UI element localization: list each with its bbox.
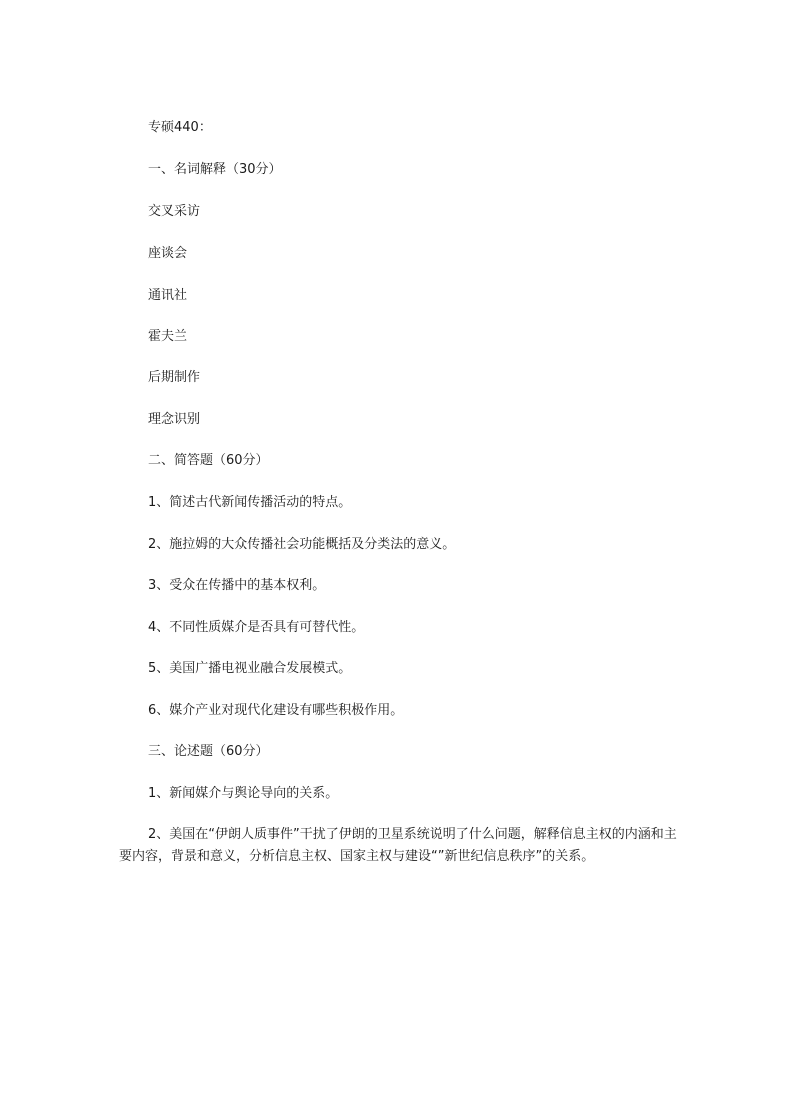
document-heading: 专硕440：	[148, 120, 212, 135]
essay-question-item: 1、新闻媒介与舆论导向的关系。	[148, 786, 339, 801]
question-item: 1、简述古代新闻传播活动的特点。	[148, 495, 352, 510]
essay-question-item: 2、美国在“伊朗人质事件”干扰了伊朗的卫星系统说明了什么问题，解释信息主权的内涵和主要内容，背景和意义，分析信息主权、国家主权与建设“”新世纪信息秩序”的关系。	[119, 827, 677, 864]
term-item: 座谈会	[148, 246, 188, 261]
section2-title: 二、简答题（60分）	[148, 453, 269, 468]
term-item: 后期制作	[148, 370, 201, 385]
question-item: 4、不同性质媒介是否具有可替代性。	[148, 620, 365, 635]
term-item: 交叉采访	[148, 204, 201, 219]
question-item: 5、美国广播电视业融合发展模式。	[148, 661, 352, 676]
question-item: 2、施拉姆的大众传播社会功能概括及分类法的意义。	[148, 537, 456, 552]
term-item: 通讯社	[148, 288, 188, 303]
question-item: 6、媒介产业对现代化建设有哪些积极作用。	[148, 703, 404, 718]
term-item: 理念识别	[148, 412, 201, 427]
section1-title: 一、名词解释（30分）	[148, 162, 282, 177]
question-item: 3、受众在传播中的基本权利。	[148, 578, 326, 593]
term-item: 霍夫兰	[148, 329, 188, 344]
section3-title: 三、论述题（60分）	[148, 744, 269, 759]
